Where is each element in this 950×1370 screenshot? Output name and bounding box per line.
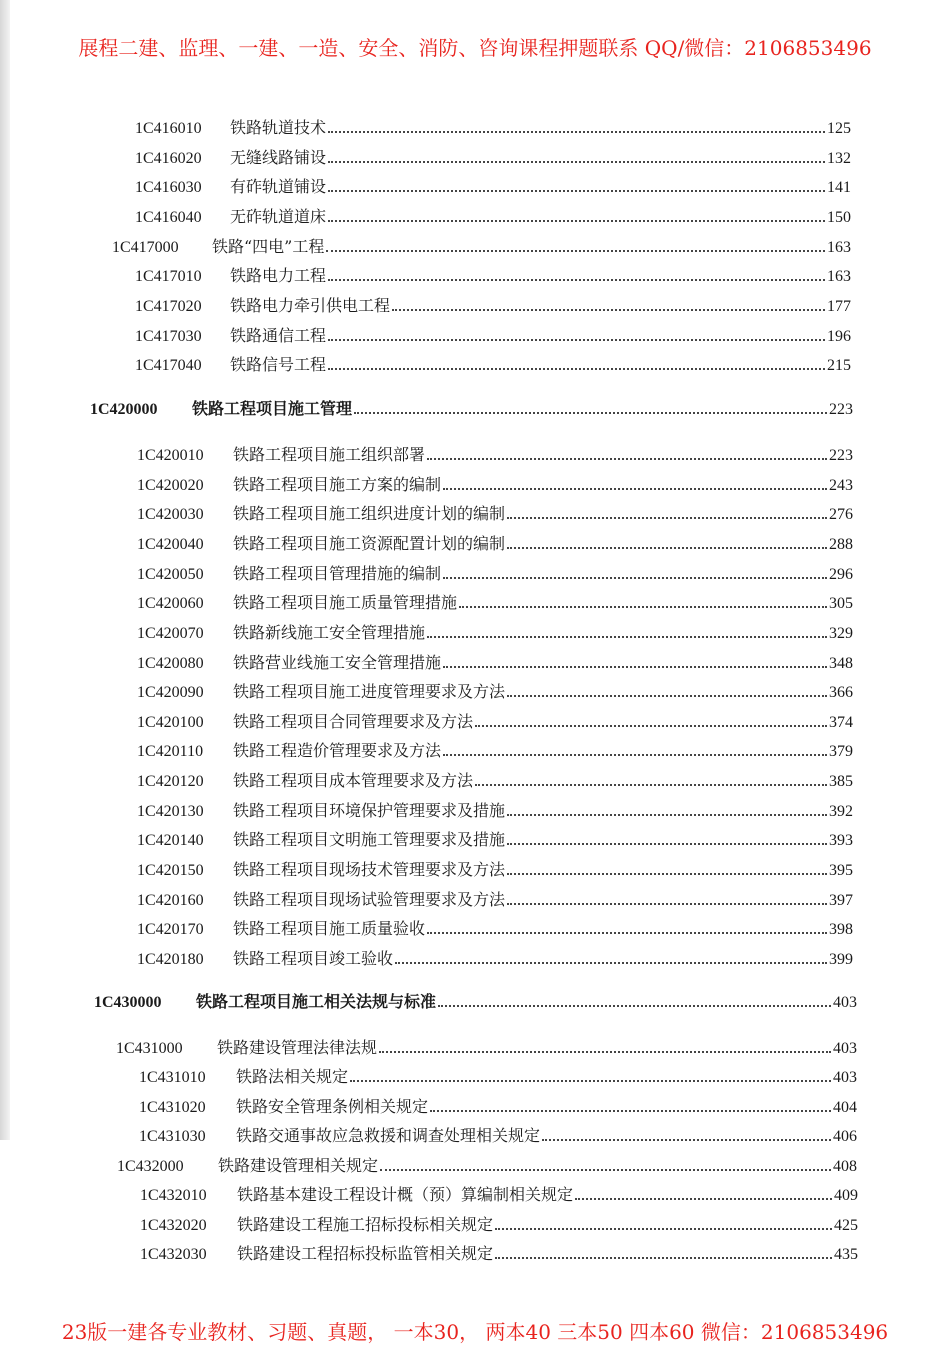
toc-page: 398 bbox=[829, 921, 853, 938]
toc-page: 404 bbox=[833, 1099, 857, 1116]
toc-page: 141 bbox=[827, 179, 851, 196]
toc-page: 288 bbox=[829, 536, 853, 553]
toc-code: 1C417000 bbox=[112, 239, 179, 256]
toc-code: 1C420090 bbox=[137, 684, 204, 701]
toc-title: 铁路电力工程 bbox=[230, 266, 327, 285]
dot-leader bbox=[575, 1198, 832, 1200]
toc-entry bbox=[135, 325, 851, 348]
toc-code: 1C417030 bbox=[135, 328, 202, 345]
dot-leader bbox=[507, 547, 827, 549]
toc-title: 铁路轨道技术 bbox=[230, 118, 327, 137]
toc-title: 铁路建设工程施工招标投标相关规定 bbox=[237, 1215, 494, 1234]
header-banner: 展程二建、监理、一建、一造、安全、消防、咨询课程押题联系 QQ/微信：2106853496 bbox=[78, 36, 872, 60]
toc-code: 1C432010 bbox=[140, 1187, 207, 1204]
toc-code: 1C416040 bbox=[135, 209, 202, 226]
toc-title: 铁路交通事故应急救援和调查处理相关规定 bbox=[236, 1126, 541, 1145]
toc-code: 1C420130 bbox=[137, 803, 204, 820]
toc-page: 374 bbox=[829, 714, 853, 731]
toc-page: 403 bbox=[833, 994, 857, 1011]
dot-leader bbox=[328, 220, 825, 222]
toc-title: 铁路电力牵引供电工程 bbox=[230, 296, 391, 315]
dot-leader bbox=[380, 1169, 831, 1171]
toc-entry bbox=[137, 859, 853, 882]
toc-page: 296 bbox=[829, 566, 853, 583]
dot-leader bbox=[443, 577, 827, 579]
dot-leader bbox=[395, 962, 827, 964]
toc-entry bbox=[137, 681, 853, 704]
dot-leader bbox=[427, 636, 827, 638]
toc-title: 铁路安全管理条例相关规定 bbox=[236, 1097, 429, 1116]
dot-leader bbox=[495, 1228, 832, 1230]
toc-code: 1C430000 bbox=[94, 994, 162, 1011]
toc-page: 132 bbox=[827, 150, 851, 167]
toc-page: 397 bbox=[829, 892, 853, 909]
toc-title: 铁路信号工程 bbox=[230, 355, 327, 374]
toc-title: 铁路工程项目现场技术管理要求及方法 bbox=[233, 860, 506, 879]
toc-title: 铁路工程项目环境保护管理要求及措施 bbox=[233, 801, 506, 820]
dot-leader bbox=[328, 161, 825, 163]
toc-entry bbox=[135, 295, 851, 318]
toc-code: 1C417010 bbox=[135, 268, 202, 285]
toc-title: 铁路工程项目现场试验管理要求及方法 bbox=[233, 890, 506, 909]
toc-entry bbox=[137, 652, 853, 675]
toc-page: 379 bbox=[829, 743, 853, 760]
toc-page: 348 bbox=[829, 655, 853, 672]
toc-page: 366 bbox=[829, 684, 853, 701]
toc-code: 1C431030 bbox=[139, 1128, 206, 1145]
toc-page: 196 bbox=[827, 328, 851, 345]
toc-title: 铁路建设管理相关规定 bbox=[218, 1156, 379, 1175]
page-spine-shadow bbox=[0, 0, 10, 1140]
toc-entry bbox=[137, 918, 853, 941]
dot-leader bbox=[542, 1139, 831, 1141]
toc-code: 1C420080 bbox=[137, 655, 204, 672]
toc-title: 无缝线路铺设 bbox=[230, 148, 327, 167]
dot-leader bbox=[507, 873, 827, 875]
toc-title: 铁路工程项目管理措施的编制 bbox=[233, 564, 442, 583]
toc-code: 1C431020 bbox=[139, 1099, 206, 1116]
dot-leader bbox=[430, 1110, 831, 1112]
dot-leader bbox=[495, 1257, 832, 1259]
toc-code: 1C420160 bbox=[137, 892, 204, 909]
toc-entry bbox=[137, 622, 853, 645]
dot-leader bbox=[427, 932, 827, 934]
toc-code: 1C432030 bbox=[140, 1246, 207, 1263]
toc-entry bbox=[137, 533, 853, 556]
toc-entry bbox=[140, 1184, 858, 1207]
toc-entry bbox=[137, 474, 853, 497]
dot-leader bbox=[443, 488, 827, 490]
dot-leader bbox=[328, 131, 825, 133]
toc-page: 177 bbox=[827, 298, 851, 315]
toc-entry bbox=[135, 206, 851, 229]
toc-entry bbox=[137, 503, 853, 526]
toc-code: 1C420000 bbox=[90, 401, 158, 418]
toc-page: 393 bbox=[829, 832, 853, 849]
toc-chapter-entry bbox=[94, 991, 857, 1014]
toc-code: 1C420050 bbox=[137, 566, 204, 583]
toc-entry bbox=[137, 444, 853, 467]
dot-leader bbox=[328, 368, 825, 370]
toc-entry bbox=[137, 770, 853, 793]
toc-entry bbox=[137, 711, 853, 734]
toc-entry bbox=[137, 740, 853, 763]
footer-banner: 23版一建各专业教材、习题、真题， 一本30， 两本40 三本50 四本60 微信：2106853496 bbox=[61, 1320, 889, 1344]
toc-code: 1C420150 bbox=[137, 862, 204, 879]
toc-code: 1C431010 bbox=[139, 1069, 206, 1086]
toc-title: 铁路工程项目合同管理要求及方法 bbox=[233, 712, 474, 731]
dot-leader bbox=[328, 339, 825, 341]
toc-title: 无砟轨道道床 bbox=[230, 207, 327, 226]
toc-code: 1C420040 bbox=[137, 536, 204, 553]
toc-page: 395 bbox=[829, 862, 853, 879]
toc-code: 1C420060 bbox=[137, 595, 204, 612]
toc-entry bbox=[139, 1125, 857, 1148]
toc-page: 403 bbox=[833, 1069, 857, 1086]
dot-leader bbox=[328, 190, 825, 192]
toc-page: 163 bbox=[827, 239, 851, 256]
toc-title: 铁路工程项目竣工验收 bbox=[233, 949, 394, 968]
toc-title: 铁路工程项目文明施工管理要求及措施 bbox=[233, 830, 506, 849]
toc-code: 1C432020 bbox=[140, 1217, 207, 1234]
toc-title: 铁路工程项目施工相关法规与标准 bbox=[196, 992, 437, 1011]
toc-page: 399 bbox=[829, 951, 853, 968]
toc-entry bbox=[137, 889, 853, 912]
toc-entry bbox=[139, 1066, 857, 1089]
toc-entry bbox=[137, 948, 853, 971]
dot-leader bbox=[443, 754, 827, 756]
toc-entry bbox=[137, 563, 853, 586]
toc-page: 385 bbox=[829, 773, 853, 790]
toc-entry bbox=[140, 1214, 858, 1237]
toc-entry bbox=[112, 236, 851, 259]
dot-leader bbox=[379, 1051, 831, 1053]
toc-page: 243 bbox=[829, 477, 853, 494]
toc-code: 1C420020 bbox=[137, 477, 204, 494]
toc-title: 铁路工程造价管理要求及方法 bbox=[233, 741, 442, 760]
toc-title: 铁路工程项目施工方案的编制 bbox=[233, 475, 442, 494]
toc-page: 125 bbox=[827, 120, 851, 137]
toc-entry bbox=[135, 147, 851, 170]
toc-title: 铁路工程项目施工管理 bbox=[192, 399, 353, 418]
toc-entry bbox=[137, 592, 853, 615]
dot-leader bbox=[475, 784, 827, 786]
dot-leader bbox=[507, 695, 827, 697]
dot-leader bbox=[507, 814, 827, 816]
toc-page: 223 bbox=[829, 447, 853, 464]
toc-page: 329 bbox=[829, 625, 853, 642]
toc-code: 1C420110 bbox=[137, 743, 204, 760]
toc-title: 铁路工程项目施工质量管理措施 bbox=[233, 593, 458, 612]
toc-code: 1C416010 bbox=[135, 120, 202, 137]
toc-code: 1C417040 bbox=[135, 357, 202, 374]
toc-code: 1C420100 bbox=[137, 714, 204, 731]
dot-leader bbox=[507, 843, 827, 845]
toc-title: 铁路营业线施工安全管理措施 bbox=[233, 653, 442, 672]
toc-page: 305 bbox=[829, 595, 853, 612]
toc-title: 铁路建设管理法律法规 bbox=[217, 1038, 378, 1057]
toc-page: 276 bbox=[829, 506, 853, 523]
dot-leader bbox=[459, 606, 827, 608]
toc-entry bbox=[135, 354, 851, 377]
dot-leader bbox=[354, 412, 827, 414]
toc-entry bbox=[135, 117, 851, 140]
toc-title: 有砟轨道铺设 bbox=[230, 177, 327, 196]
toc-entry bbox=[137, 829, 853, 852]
toc-page: 408 bbox=[833, 1158, 857, 1175]
toc-entry bbox=[117, 1155, 857, 1178]
toc-page: 406 bbox=[833, 1128, 857, 1145]
toc-title: 铁路工程项目施工资源配置计划的编制 bbox=[233, 534, 506, 553]
toc-code: 1C431000 bbox=[116, 1040, 183, 1057]
dot-leader bbox=[507, 517, 827, 519]
toc-entry bbox=[137, 800, 853, 823]
toc-title: 铁路工程项目施工质量验收 bbox=[233, 919, 426, 938]
toc-code: 1C420030 bbox=[137, 506, 204, 523]
dot-leader bbox=[350, 1080, 831, 1082]
toc-code: 1C416030 bbox=[135, 179, 202, 196]
dot-leader bbox=[507, 903, 827, 905]
toc-title: 铁路工程项目施工组织进度计划的编制 bbox=[233, 504, 506, 523]
toc-entry bbox=[116, 1037, 857, 1060]
toc-title: 铁路工程项目施工组织部署 bbox=[233, 445, 426, 464]
toc-page: 403 bbox=[833, 1040, 857, 1057]
dot-leader bbox=[326, 250, 825, 252]
dot-leader bbox=[438, 1005, 831, 1007]
dot-leader bbox=[443, 666, 827, 668]
toc-code: 1C420010 bbox=[137, 447, 204, 464]
toc-code: 1C420070 bbox=[137, 625, 204, 642]
toc-chapter-entry bbox=[90, 398, 853, 421]
dot-leader bbox=[392, 309, 825, 311]
toc-title: 铁路“四电”工程 bbox=[212, 237, 325, 256]
toc-page: 215 bbox=[827, 357, 851, 374]
toc-entry bbox=[139, 1096, 857, 1119]
toc-code: 1C420120 bbox=[137, 773, 204, 790]
toc-title: 铁路建设工程招标投标监管相关规定 bbox=[237, 1244, 494, 1263]
toc-page: 150 bbox=[827, 209, 851, 226]
toc-page: 392 bbox=[829, 803, 853, 820]
toc-code: 1C417020 bbox=[135, 298, 202, 315]
toc-title: 铁路工程项目施工进度管理要求及方法 bbox=[233, 682, 506, 701]
dot-leader bbox=[328, 279, 825, 281]
toc-code: 1C420140 bbox=[137, 832, 204, 849]
toc-entry bbox=[135, 265, 851, 288]
toc-page: 425 bbox=[834, 1217, 858, 1234]
dot-leader bbox=[427, 458, 827, 460]
dot-leader bbox=[475, 725, 827, 727]
toc-title: 铁路法相关规定 bbox=[236, 1067, 349, 1086]
toc-page: 223 bbox=[829, 401, 853, 418]
toc-entry bbox=[135, 176, 851, 199]
toc-code: 1C420180 bbox=[137, 951, 204, 968]
toc-entry bbox=[140, 1243, 858, 1266]
toc-code: 1C416020 bbox=[135, 150, 202, 167]
toc-title: 铁路通信工程 bbox=[230, 326, 327, 345]
toc-page: 163 bbox=[827, 268, 851, 285]
toc-title: 铁路新线施工安全管理措施 bbox=[233, 623, 426, 642]
toc-page: 409 bbox=[834, 1187, 858, 1204]
toc-page: 435 bbox=[834, 1246, 858, 1263]
toc-title: 铁路工程项目成本管理要求及方法 bbox=[233, 771, 474, 790]
toc-title: 铁路基本建设工程设计概（预）算编制相关规定 bbox=[237, 1185, 574, 1204]
toc-code: 1C420170 bbox=[137, 921, 204, 938]
toc-code: 1C432000 bbox=[117, 1158, 184, 1175]
